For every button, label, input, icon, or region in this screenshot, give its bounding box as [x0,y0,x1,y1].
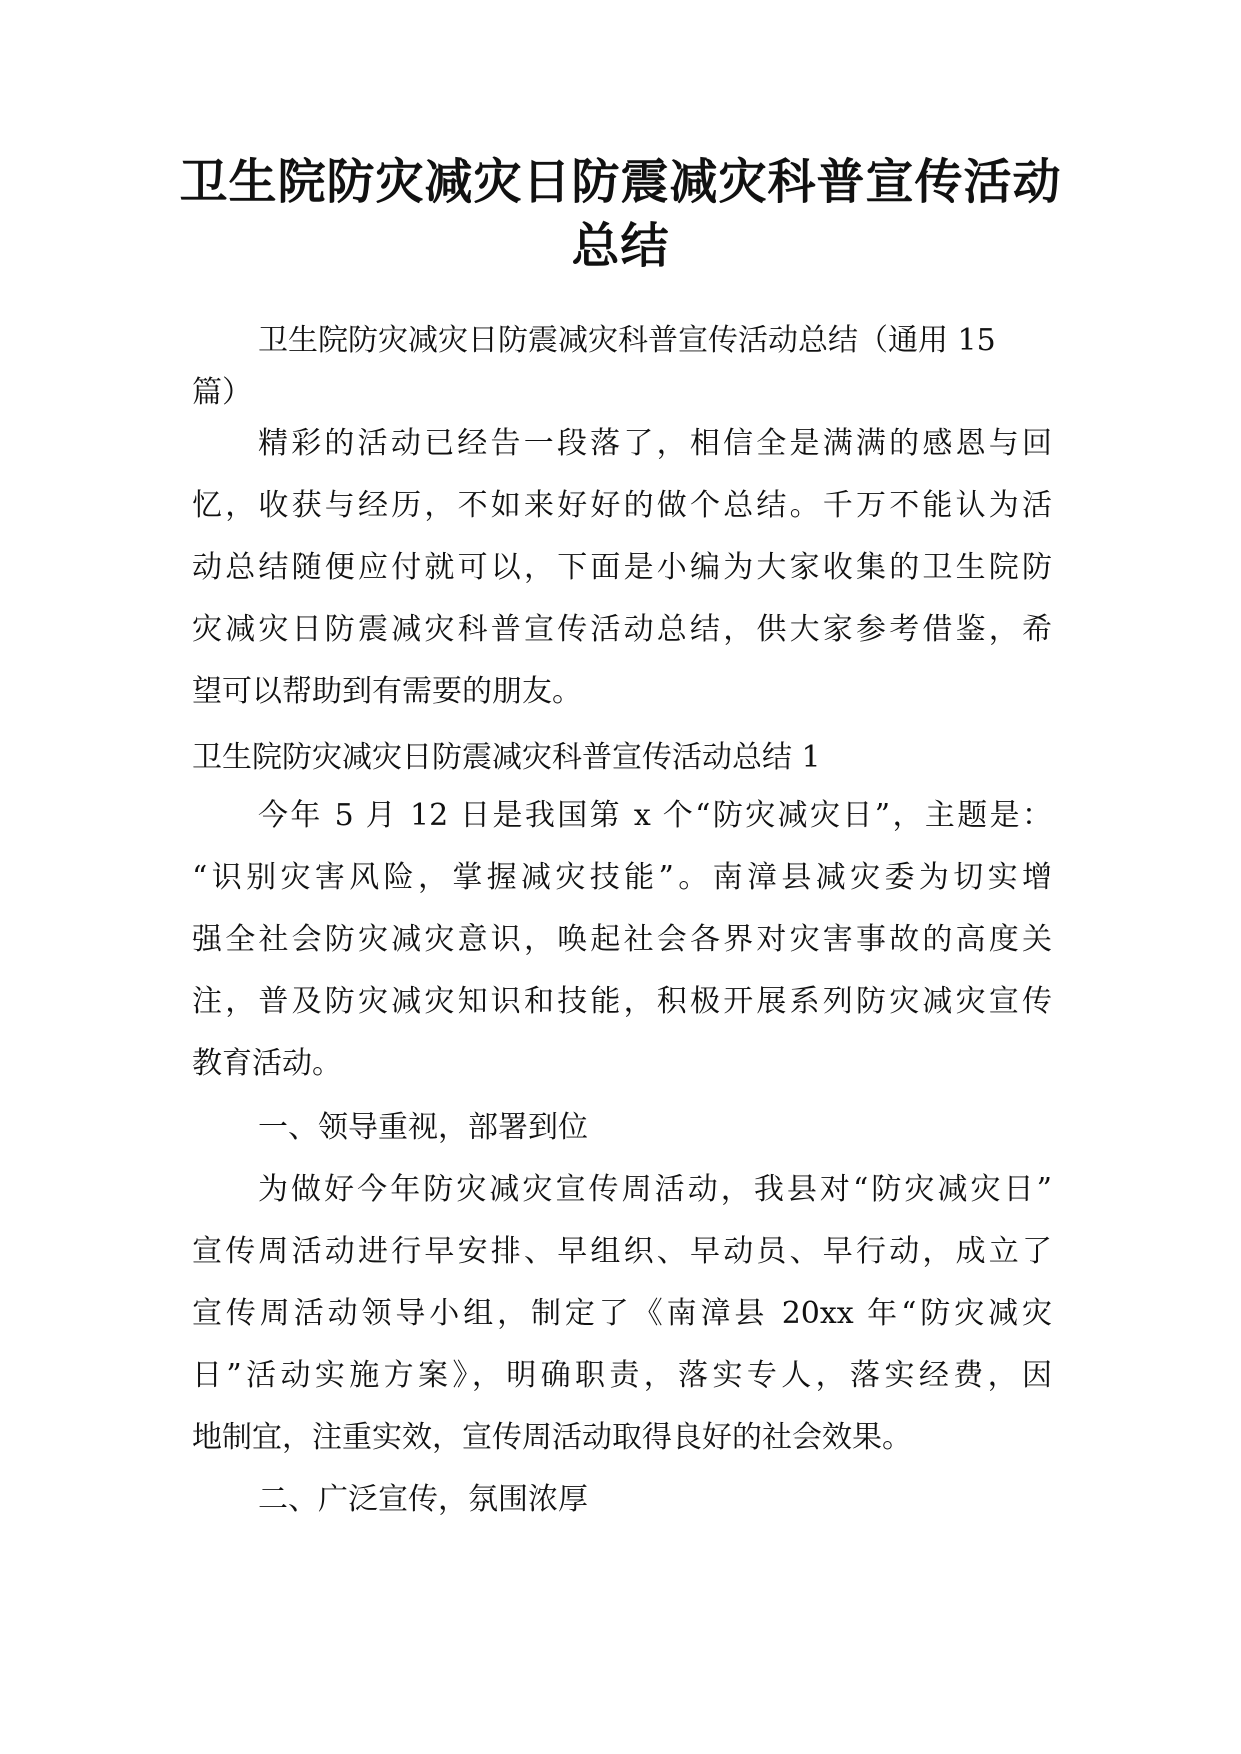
point-1-line-4: 日”活动实施方案》，明确职责，落实专人，落实经费，因 [192,1358,1052,1393]
section-1-line-3: 强全社会防灾减灾意识，唤起社会各界对灾害事故的高度关 [192,922,1052,957]
section-1-heading: 卫生院防灾减灾日防震减灾科普宣传活动总结 1 [192,740,821,775]
subtitle-line-2: 篇） [192,375,252,410]
intro-line-5: 望可以帮助到有需要的朋友。 [192,674,582,709]
point-1-line-5: 地制宜，注重实效，宣传周活动取得良好的社会效果。 [192,1420,912,1455]
point-1-paragraph [192,1159,1052,1469]
point-1-line-3: 宣传周活动领导小组，制定了《南漳县 20xx 年“防灾减灾 [192,1296,1052,1331]
section-1-paragraph [192,785,1052,1095]
intro-line-2: 忆，收获与经历，不如来好好的做个总结。千万不能认为活 [192,488,1052,523]
intro-line-4: 灾减灾日防震减灾科普宣传活动总结，供大家参考借鉴，希 [192,612,1052,647]
section-1-line-1: 今年 5 月 12 日是我国第 x 个“防灾减灾日”，主题是： [258,798,1052,833]
point-1-heading: 一、领导重视，部署到位 [258,1110,588,1145]
intro-line-3: 动总结随便应付就可以，下面是小编为大家收集的卫生院防 [192,550,1052,585]
point-2-heading: 二、广泛宣传，氛围浓厚 [258,1482,588,1517]
section-1-line-4: 注，普及防灾减灾知识和技能，积极开展系列防灾减灾宣传 [192,984,1052,1019]
document-title-line-1: 卫生院防灾减灾日防震减灾科普宣传活动 [179,154,1062,210]
section-1-line-5: 教育活动。 [192,1046,342,1081]
point-1-line-2: 宣传周活动进行早安排、早组织、早动员、早行动，成立了 [192,1234,1052,1269]
intro-line-1: 精彩的活动已经告一段落了，相信全是满满的感恩与回 [258,426,1052,461]
intro-paragraph [192,413,1052,723]
point-1-line-1: 为做好今年防灾减灾宣传周活动，我县对“防灾减灾日” [258,1172,1052,1207]
document-title-line-2: 总结 [571,218,670,274]
section-1-line-2: “识别灾害风险，掌握减灾技能”。南漳县减灾委为切实增 [192,860,1052,895]
subtitle-line-1: 卫生院防灾减灾日防震减灾科普宣传活动总结（通用 15 [258,323,996,358]
